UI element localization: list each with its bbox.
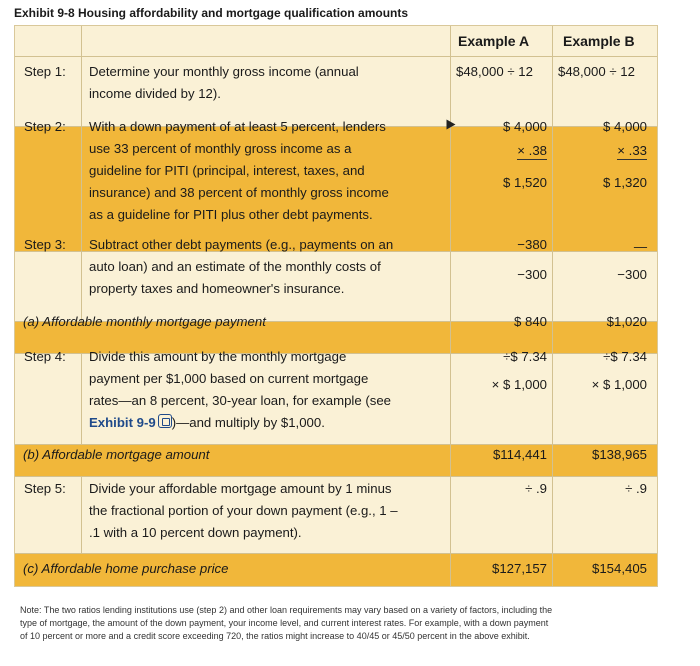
result-a-label: (a) Affordable monthly mortgage payment (23, 314, 266, 329)
step1-label: Step 1: (24, 64, 66, 79)
step5-description: Divide your affordable mortgage amount by 1 minus the fractional portion of your down payment (e.g., 1 – .1 with a 10 percent down payment). (89, 481, 398, 540)
step1-value-a: $48,000 ÷ 12 (456, 64, 533, 79)
step3-value-b-taxes: −300 (617, 267, 647, 282)
divider (81, 476, 82, 553)
step2-value-a-income: $ 4,000 (503, 119, 547, 134)
divider (81, 26, 82, 321)
step4-value-b-divide: ÷$ 7.34 (603, 349, 647, 364)
step3-value-a-taxes: −300 (517, 267, 547, 282)
step4-description: Divide this amount by the monthly mortgage payment per $1,000 based on current mortgage rates—an 8 percent, 30-year loan, for example (see Exhibit 9-9 )—and multiply by $1,000. (89, 349, 392, 430)
result-c-value-a: $127,157 (491, 561, 547, 576)
exhibit-9-9-link[interactable]: Exhibit 9-9 (89, 415, 156, 430)
result-b-value-a: $114,441 (492, 447, 547, 462)
step3-value-b-debt: — (633, 239, 647, 254)
step2-description: With a down payment of at least 5 percent, lenders use 33 percent of monthly gross income as a guideline for PITI (principal, interest, taxes, and insurance) and 38 percent of monthly gross income as a guideline for PITI plus other debt payments. (89, 119, 389, 222)
divider (450, 26, 451, 586)
step2-value-a-ratio: × .38 (517, 143, 547, 158)
divider (81, 353, 82, 444)
step5-label: Step 5: (24, 481, 66, 496)
footnote: Note: The two ratios lending institutions use (step 2) and other loan requirements may vary based on a variety of factors, including the type of mortgage, the amount of the down payment, your income level, and current interest rates. For example, with a down payment of 10 percent or more and a credit score exceeding 720, the ratios might increase to 40/45 or 45/50 percent in the above exhibit. (20, 605, 553, 641)
result-c-label: (c) Affordable home purchase price (23, 561, 229, 576)
divider (552, 26, 553, 586)
divider (15, 476, 657, 477)
column-header-example-b: Example B (563, 33, 635, 49)
exhibit-title: Exhibit 9-8 Housing affordability and mortgage qualification amounts (14, 6, 409, 20)
external-link-icon[interactable] (158, 414, 172, 428)
step1-description: Determine your monthly gross income (annual income divided by 12). (89, 64, 359, 101)
step2-value-a-result: $ 1,520 (503, 175, 547, 190)
step3-description: Subtract other debt payments (e.g., payments on an auto loan) and an estimate of the monthly costs of property taxes and homeowner's insurance. (89, 237, 394, 296)
result-a-value-a: $ 840 (513, 314, 547, 329)
step4-value-a-multiply: × $ 1,000 (491, 377, 547, 392)
step2-value-b-ratio: × .33 (617, 143, 647, 158)
column-header-example-a: Example A (458, 33, 530, 49)
table-header-row (15, 26, 657, 56)
step4-value-a-divide: ÷$ 7.34 (503, 349, 547, 364)
step4-label: Step 4: (24, 349, 66, 364)
divider (15, 553, 657, 554)
result-b-label: (b) Affordable mortgage amount (23, 447, 210, 462)
step2-value-b-result: $ 1,320 (603, 175, 647, 190)
step2-label: Step 2: (24, 119, 66, 134)
step3-value-a-debt: −380 (517, 237, 547, 252)
step1-value-b: $48,000 ÷ 12 (558, 64, 635, 79)
step2-value-b-income: $ 4,000 (603, 119, 647, 134)
mouse-cursor-icon (447, 120, 456, 130)
step4-value-b-multiply: × $ 1,000 (591, 377, 647, 392)
step5-value-b: ÷ .9 (625, 481, 647, 496)
result-a-value-b: $1,020 (606, 314, 647, 329)
affordability-table (14, 25, 658, 587)
step3-label: Step 3: (24, 237, 66, 252)
result-c-value-b: $154,405 (591, 561, 647, 576)
result-b-value-b: $138,965 (591, 447, 647, 462)
step5-value-a: ÷ .9 (525, 481, 547, 496)
divider (15, 56, 657, 57)
